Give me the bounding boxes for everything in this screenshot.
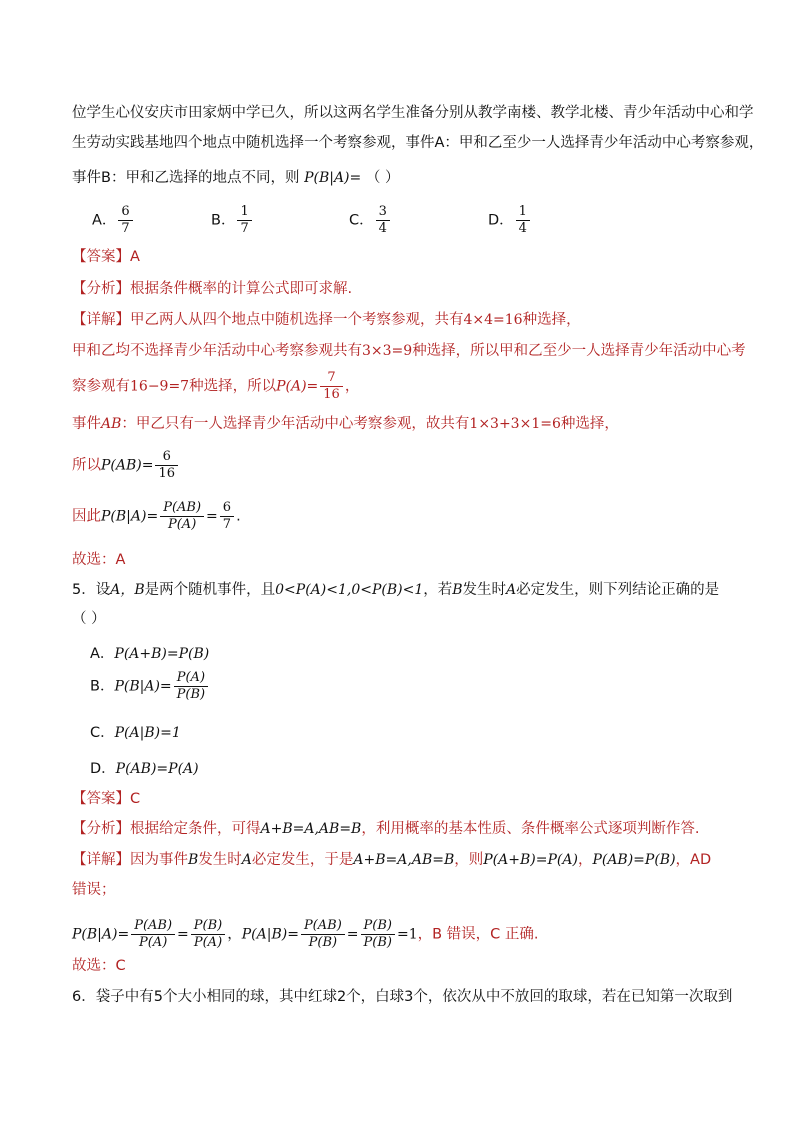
- fraction-numerator: 1: [516, 204, 530, 221]
- detail-formula: =1: [396, 926, 418, 943]
- q6-stem-line-1: 6．袋子中有5个大小相同的球，其中红球2个，白球3个，依次从中不放回的取球，若在已知第一次取到: [72, 989, 733, 1005]
- analysis-formula: A+B=A,AB=B: [260, 821, 362, 837]
- detail-formula: 16−9=7: [130, 378, 190, 395]
- detail-formula: 4×4=16: [463, 312, 523, 328]
- choose-text: 故选：: [72, 958, 116, 974]
- detail-text: 因此: [72, 508, 101, 525]
- fraction-numerator: P(B): [191, 918, 225, 935]
- detail-text: 种选择，: [522, 312, 581, 328]
- detail-text: 察参观有: [72, 378, 130, 395]
- q5-option-a: [90, 642, 209, 663]
- fraction-denominator: P(B): [308, 935, 338, 950]
- q5-option-d: [90, 757, 199, 778]
- q4-option-b: [211, 204, 254, 237]
- option-label: A．: [92, 212, 117, 229]
- q4-option-c: [349, 204, 392, 237]
- question-text: 必定发生，则下列结论正确的是: [516, 582, 720, 598]
- detail-text: 所以: [72, 457, 101, 474]
- fraction-denominator: 4: [378, 221, 387, 236]
- q4-detail-line-4: [72, 414, 619, 434]
- fraction-denominator: 7: [121, 221, 130, 236]
- fraction-denominator: 4: [518, 221, 527, 236]
- q5-stem-line-2: （ ）: [72, 611, 106, 627]
- q5-analysis: [72, 819, 699, 839]
- detail-text: ，则: [454, 852, 484, 868]
- detail-text: 种选择，: [560, 416, 619, 432]
- q5-choose: [72, 956, 126, 976]
- option-formula: P(A|B)=1: [114, 725, 181, 741]
- detail-text: 种选择，所以: [189, 378, 277, 395]
- fraction-denominator: P(B): [176, 687, 206, 702]
- analysis-text: 根据给定条件，可得: [130, 821, 261, 837]
- answer-tag: 【答案】: [72, 249, 130, 265]
- detail-formula: P(A)=: [276, 378, 319, 395]
- q4-detail-line-1: [72, 310, 581, 330]
- option-formula: P(A+B)=P(B): [114, 646, 210, 662]
- detail-formula: 3×3=9: [362, 343, 413, 359]
- detail-text: 甲乙两人从四个地点中随机选择一个考察参观，共有: [130, 312, 464, 328]
- detail-text: ：甲乙只有一人选择青少年活动中心考察参观，故共有: [121, 416, 470, 432]
- fraction: [155, 449, 178, 482]
- fraction-numerator: 6: [155, 449, 178, 466]
- fraction-numerator: P(B): [361, 918, 395, 935]
- detail-tag: 【详解】: [72, 852, 130, 868]
- option-label: B．: [90, 678, 115, 695]
- question-formula: 0<P(A)<1,0<P(B)<1: [275, 582, 424, 598]
- detail-formula: P(B|A)=: [72, 926, 130, 943]
- q5-stem-line-1: [72, 580, 719, 600]
- detail-text: 因为事件: [130, 852, 188, 868]
- detail-formula: =: [346, 926, 359, 943]
- answer-tag: 【答案】: [72, 791, 130, 807]
- intro-blank: （ ）: [365, 170, 400, 186]
- detail-text: .: [236, 508, 241, 525]
- detail-formula: 1×3+3×1=6: [469, 416, 561, 432]
- choose-answer: C: [115, 958, 126, 974]
- detail-text: 发生时: [198, 852, 242, 868]
- q4-detail-line-3: [72, 370, 359, 403]
- q4-analysis: [72, 279, 352, 299]
- fraction-numerator: 1: [237, 204, 251, 221]
- option-label: B．: [211, 212, 236, 229]
- fraction: [361, 918, 395, 951]
- option-fraction: [118, 204, 132, 237]
- q5-option-c: [90, 721, 181, 742]
- intro-line-1: 位学生心仪安庆市田家炳中学已久，所以这两名学生准备分别从教学南楼、教学北楼、青少年活动中心和学: [72, 105, 754, 121]
- detail-formula: P(B|A)=: [101, 508, 159, 525]
- option-label: C．: [90, 725, 115, 741]
- detail-text: 种选择，所以甲和乙至少一人选择青少年活动中心考: [412, 343, 746, 359]
- fraction-denominator: 7: [222, 517, 232, 532]
- detail-formula: P(AB)=P(B): [592, 852, 676, 868]
- detail-text: ，: [227, 926, 242, 943]
- fraction: [191, 918, 225, 951]
- analysis-tag: 【分析】: [72, 281, 130, 297]
- q4-choose: [72, 550, 125, 570]
- fraction-numerator: P(AB): [301, 918, 345, 935]
- q4-detail-line-6: [72, 500, 241, 533]
- fraction: [220, 500, 234, 533]
- fraction-numerator: 7: [320, 370, 343, 387]
- fraction-numerator: 3: [376, 204, 390, 221]
- detail-formula: P(AB)=: [101, 457, 154, 474]
- fraction-numerator: 6: [118, 204, 132, 221]
- option-fraction: [237, 204, 251, 237]
- fraction-denominator: 16: [158, 466, 176, 481]
- intro-formula: P(B|A)=: [304, 170, 362, 186]
- q5-detail-line-3: [72, 918, 539, 951]
- question-formula: A，B: [110, 582, 145, 598]
- question-text: 5．设: [72, 582, 111, 598]
- detail-formula: P(A+B)=P(A): [483, 852, 578, 868]
- intro-line-3: [72, 168, 399, 188]
- question-text: 发生时: [462, 582, 507, 598]
- question-text: ，若: [423, 582, 453, 598]
- detail-formula: A+B=A,AB=B: [353, 852, 455, 868]
- analysis-text: 根据条件概率的计算公式即可求解.: [130, 281, 353, 297]
- detail-text: ，AD: [675, 852, 712, 868]
- fraction-denominator: P(A): [138, 935, 168, 950]
- fraction-denominator: 7: [240, 221, 249, 236]
- fraction: [301, 918, 345, 951]
- option-label: A．: [90, 646, 115, 662]
- fraction-numerator: P(AB): [160, 500, 204, 517]
- fraction-numerator: P(A): [174, 670, 208, 687]
- fraction-numerator: P(AB): [131, 918, 175, 935]
- fraction-numerator: 6: [220, 500, 234, 517]
- question-formula: B: [452, 582, 463, 598]
- choose-text: 故选：: [72, 552, 116, 568]
- option-label: D．: [90, 761, 116, 777]
- detail-text: 甲和乙均不选择青少年活动中心考察参观共有: [72, 343, 362, 359]
- option-formula: P(B|A)=: [114, 678, 172, 695]
- answer-value: A: [130, 249, 140, 265]
- fraction: [160, 500, 204, 533]
- intro-line-2: 生劳动实践基地四个地点中随机选择一个考察参观，事件A：甲和乙至少一人选择青少年活动中心考察参观，: [72, 135, 764, 151]
- detail-formula: B: [188, 852, 199, 868]
- q4-detail-line-2: [72, 341, 746, 361]
- option-fraction: [376, 204, 390, 237]
- option-formula: P(AB)=P(A): [115, 761, 199, 777]
- detail-formula: =: [206, 508, 218, 525]
- detail-formula: P(A|B)=: [241, 926, 299, 943]
- detail-text: ，: [577, 852, 593, 868]
- detail-formula: AB: [101, 416, 122, 432]
- q5-detail-line-1: [72, 850, 711, 870]
- option-label: D．: [488, 212, 514, 229]
- detail-text: ，: [344, 378, 360, 395]
- q5-option-b: [90, 670, 210, 703]
- fraction: [131, 918, 175, 951]
- option-fraction: [516, 204, 530, 237]
- answer-value: C: [130, 791, 141, 807]
- question-text: 是两个随机事件，且: [144, 582, 276, 598]
- fraction: [320, 370, 343, 403]
- detail-formula: =: [177, 926, 189, 943]
- fraction-denominator: P(B): [363, 935, 392, 950]
- q5-detail-line-2: 错误；: [72, 882, 116, 898]
- detail-formula: A: [241, 852, 252, 868]
- q4-option-d: [488, 204, 532, 237]
- fraction: [174, 670, 208, 703]
- fraction-denominator: P(A): [167, 517, 197, 532]
- q4-detail-line-5: [72, 449, 180, 482]
- detail-text: 事件: [72, 416, 101, 432]
- detail-text: ，B 错误，C 正确.: [417, 926, 539, 943]
- analysis-tag: 【分析】: [72, 821, 130, 837]
- q4-option-a: [92, 204, 135, 237]
- detail-text: 必定发生，于是: [251, 852, 354, 868]
- fraction-denominator: P(A): [193, 935, 223, 950]
- intro-line-3-text: 事件B：甲和乙选择的地点不同，则: [72, 170, 300, 186]
- choose-answer: A: [115, 552, 126, 568]
- fraction-denominator: 16: [323, 387, 340, 402]
- analysis-text: ，利用概率的基本性质、条件概率公式逐项判断作答.: [361, 821, 700, 837]
- question-formula: A: [506, 582, 517, 598]
- option-label: C．: [349, 212, 374, 229]
- q4-answer: [72, 247, 140, 267]
- q5-answer: [72, 789, 140, 809]
- detail-tag: 【详解】: [72, 312, 130, 328]
